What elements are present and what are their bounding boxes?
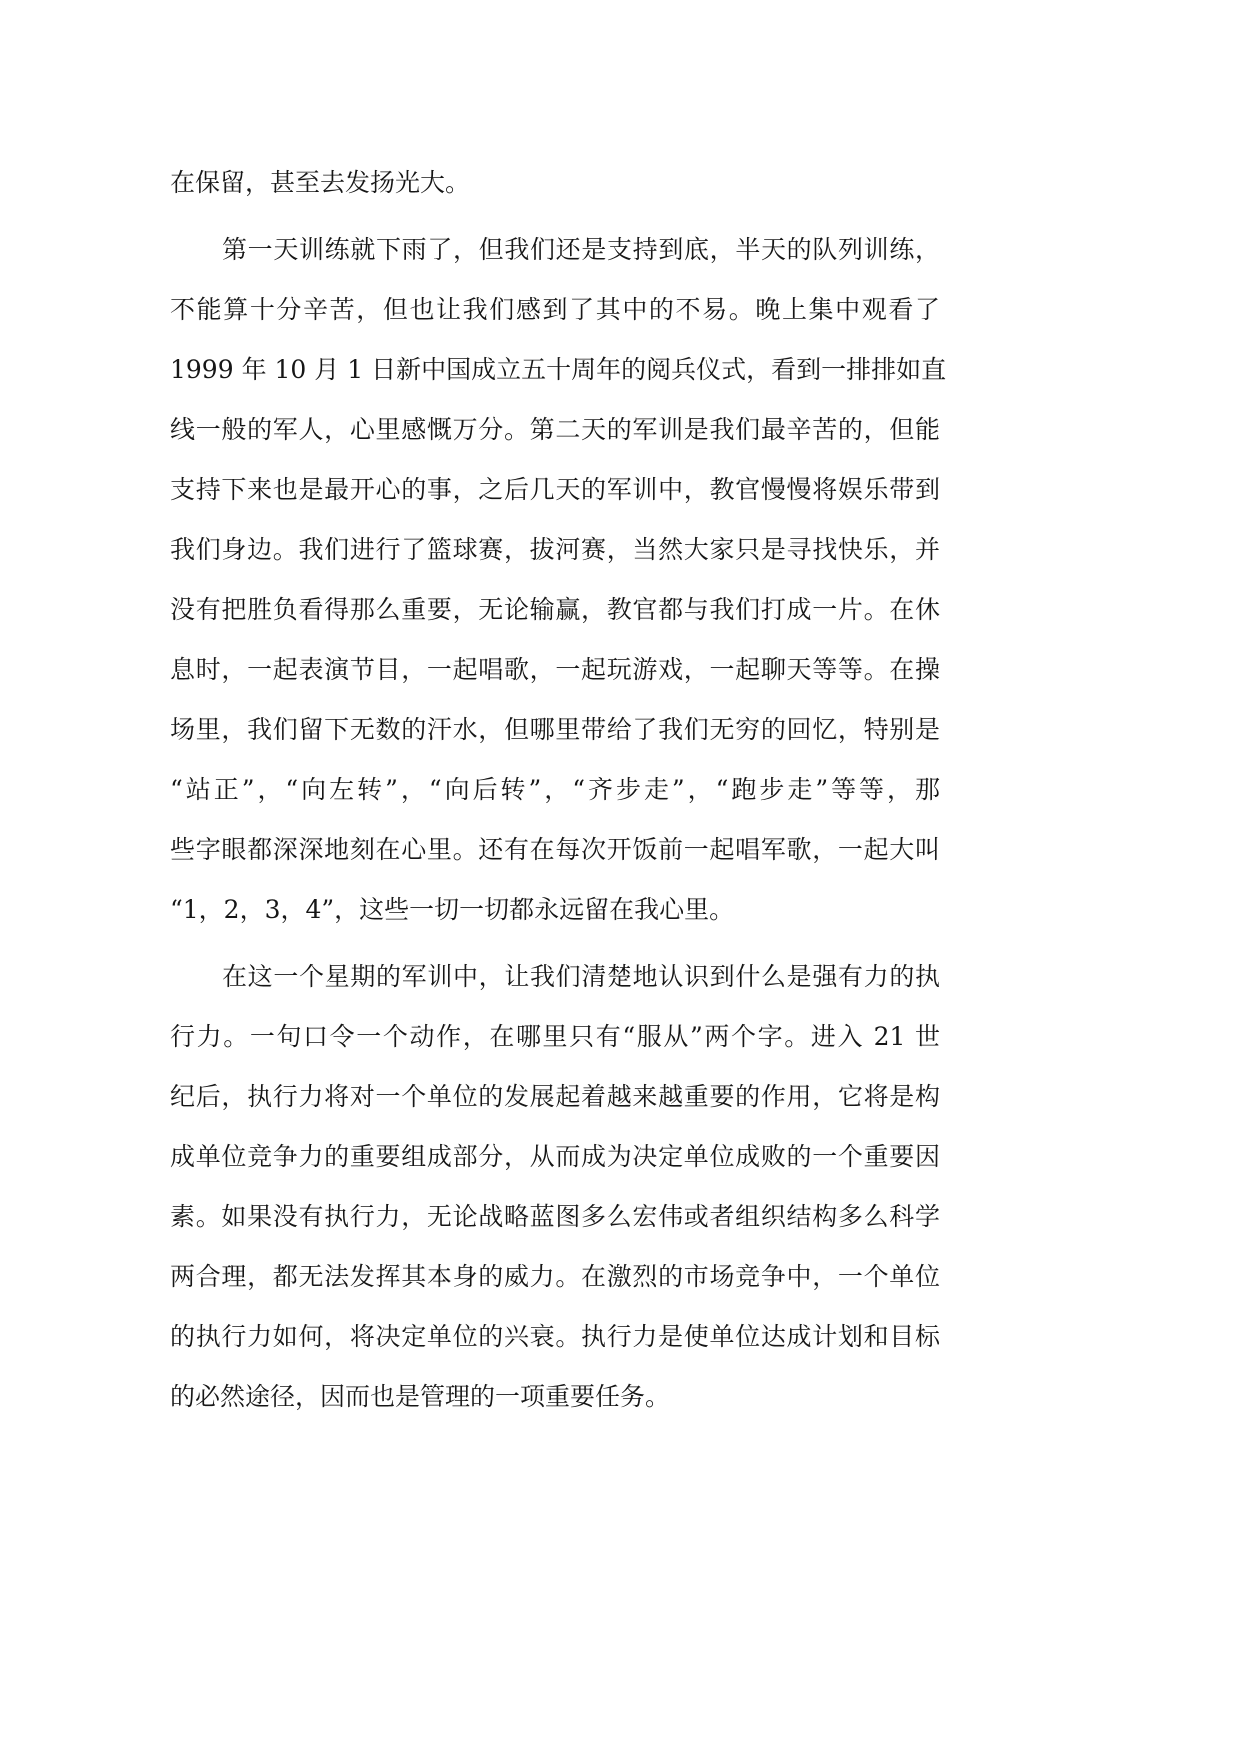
- text-line: “1，2，3，4”，这些一切一切都永远留在我心里。: [170, 895, 735, 924]
- text-line: 成单位竞争力的重要组成部分，从而成为决定单位成败的一个重要因: [170, 1142, 940, 1171]
- document-body: [170, 153, 947, 1427]
- text-line: 的执行力如何，将决定单位的兴衰。执行力是使单位达成计划和目标: [170, 1322, 940, 1351]
- text-line: 支持下来也是最开心的事，之后几天的军训中，教官慢慢将娱乐带到: [170, 475, 940, 504]
- text-line: 些字眼都深深地刻在心里。还有在每次开饭前一起唱军歌，一起大叫: [170, 835, 940, 864]
- text-line: 第一天训练就下雨了，但我们还是支持到底，半天的队列训练，: [222, 235, 940, 264]
- text-line: 行力。一句口令一个动作，在哪里只有“服从”两个字。进入 21 世: [170, 1022, 940, 1051]
- text-line: 1999 年 10 月 1 日新中国成立五十周年的阅兵仪式，看到一排排如直: [170, 355, 947, 384]
- text-line: 息时，一起表演节目，一起唱歌，一起玩游戏，一起聊天等等。在操: [170, 655, 940, 684]
- text-line: “站正”，“向左转”，“向后转”，“齐步走”，“跑步走”等等，那: [170, 775, 940, 804]
- paragraph-3: [170, 947, 940, 1427]
- text-line: 场里，我们留下无数的汗水，但哪里带给了我们无穷的回忆，特别是: [170, 715, 940, 744]
- text-line: 没有把胜负看得那么重要，无论输赢，教官都与我们打成一片。在休: [170, 595, 940, 624]
- text-line: 我们身边。我们进行了篮球赛，拔河赛，当然大家只是寻找快乐，并: [170, 535, 940, 564]
- text-line: 不能算十分辛苦，但也让我们感到了其中的不易。晚上集中观看了: [170, 295, 940, 324]
- paragraph-1: [170, 153, 940, 213]
- text-line: 的必然途径，因而也是管理的一项重要任务。: [170, 1382, 671, 1411]
- text-line: 在这一个星期的军训中，让我们清楚地认识到什么是强有力的执: [222, 962, 940, 991]
- text-line: 在保留，甚至去发扬光大。: [170, 168, 471, 197]
- text-line: 两合理，都无法发挥其本身的威力。在激烈的市场竞争中，一个单位: [170, 1262, 940, 1291]
- text-line: 纪后，执行力将对一个单位的发展起着越来越重要的作用，它将是构: [170, 1082, 940, 1111]
- paragraph-2: [170, 220, 947, 940]
- text-line: 线一般的军人，心里感慨万分。第二天的军训是我们最辛苦的，但能: [170, 415, 940, 444]
- text-line: 素。如果没有执行力，无论战略蓝图多么宏伟或者组织结构多么科学: [170, 1202, 940, 1231]
